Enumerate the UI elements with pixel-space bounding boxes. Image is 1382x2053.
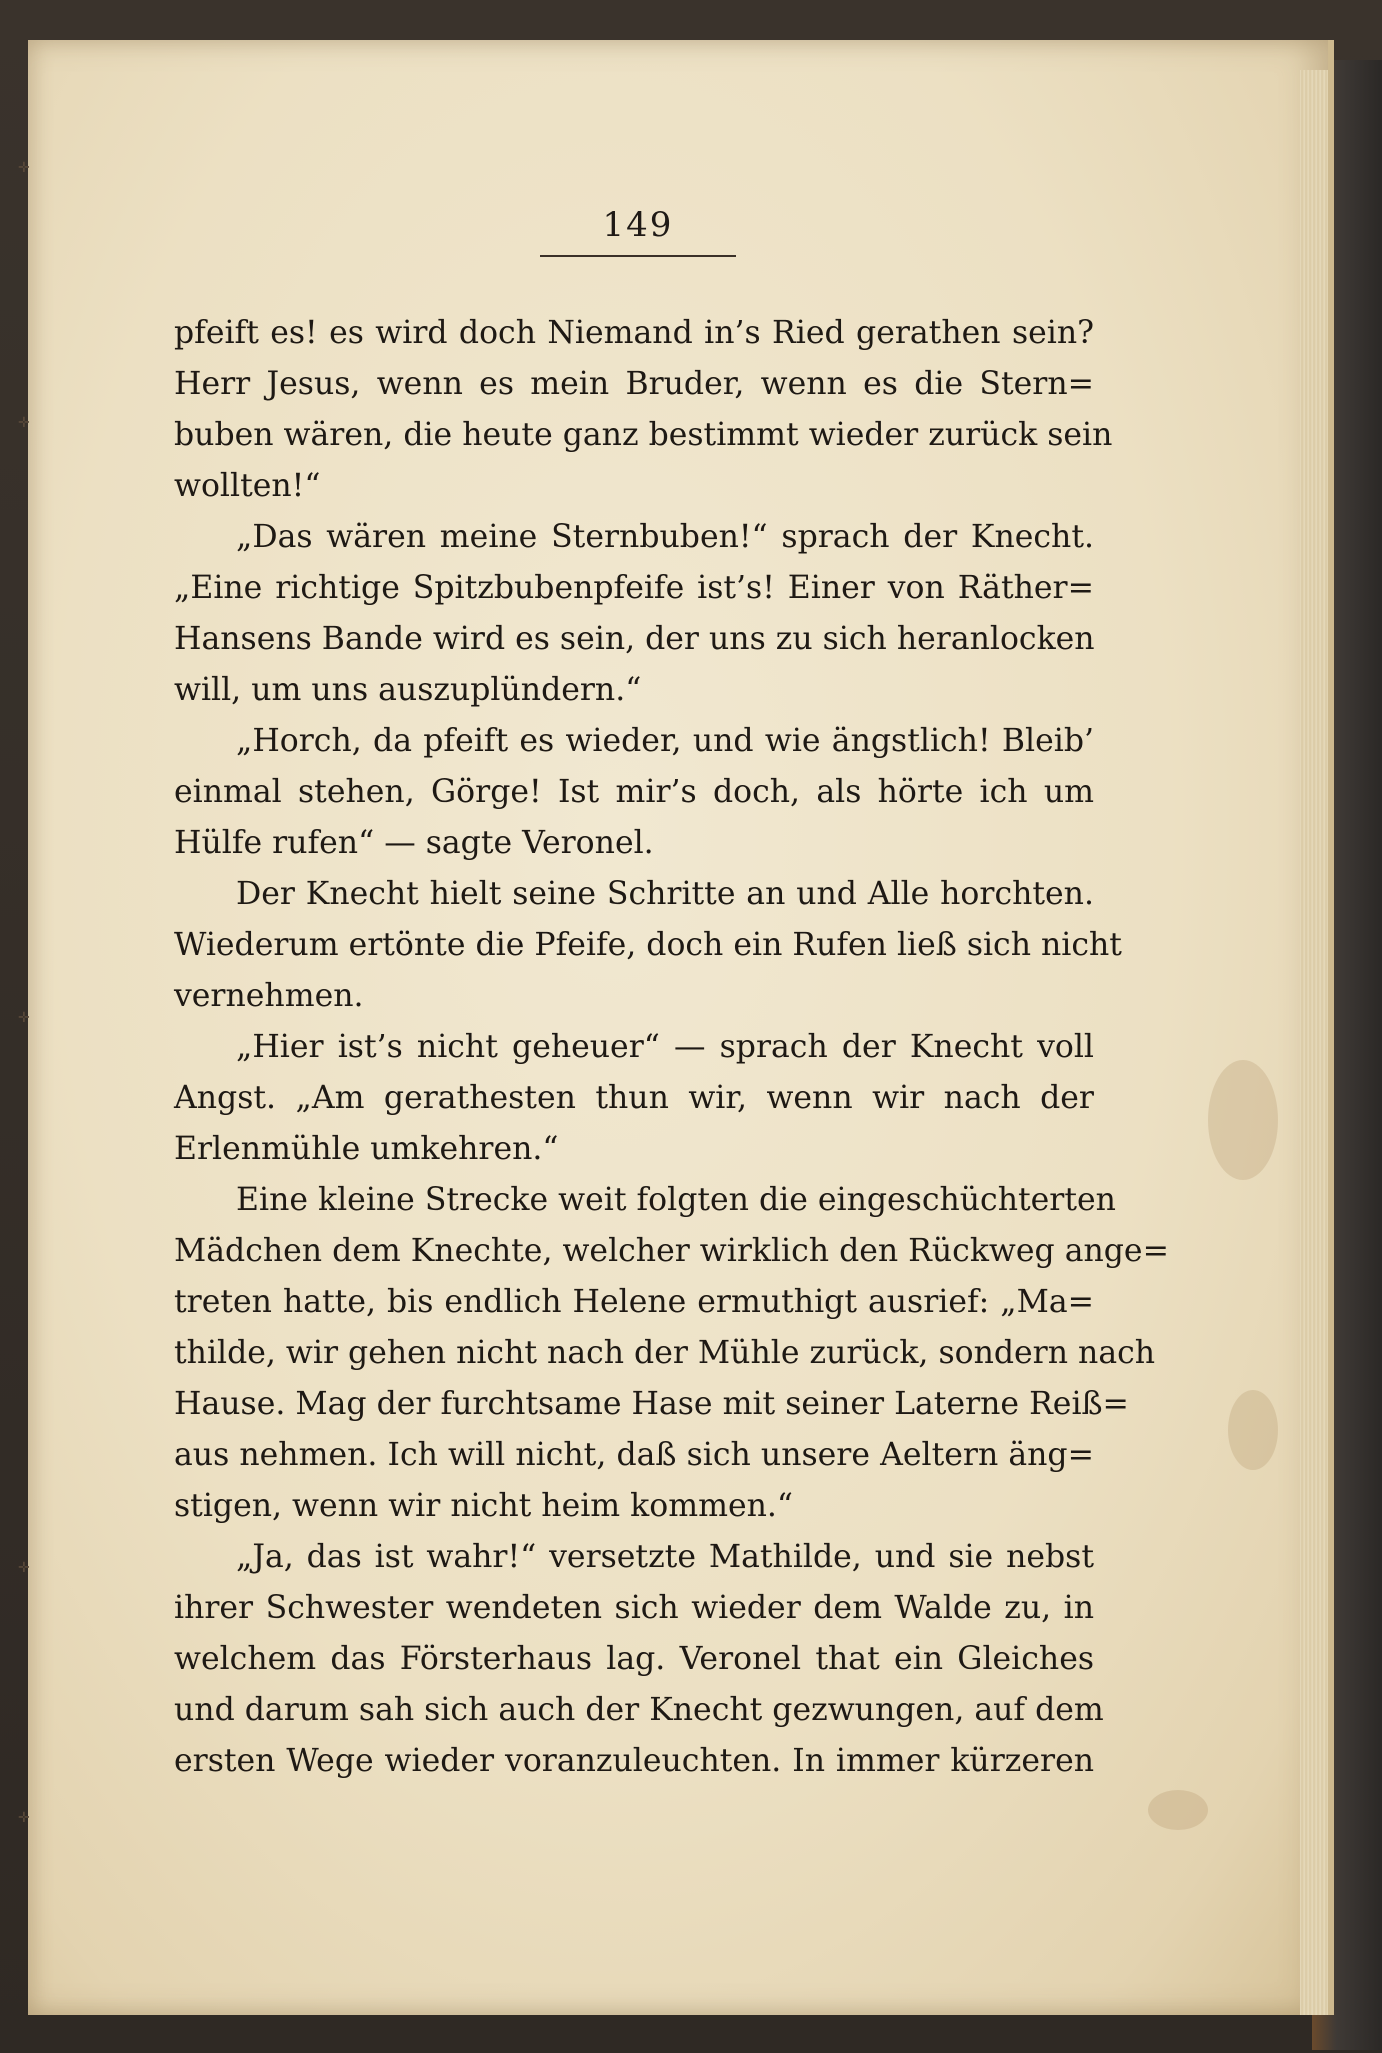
foxing-stain bbox=[1208, 1060, 1278, 1180]
stitch-mark: ✛ bbox=[18, 160, 30, 176]
text-line: stigen, wenn wir nicht heim kommen.“ bbox=[174, 1488, 794, 1524]
stitch-mark: ✛ bbox=[18, 1560, 30, 1576]
text-line: Mädchen dem Knechte, welcher wirklich den Rückweg ange= bbox=[174, 1233, 1169, 1269]
page-number: 149 bbox=[602, 205, 674, 245]
foxing-stain bbox=[1148, 1790, 1208, 1830]
text-line: treten hatte, bis endlich Helene ermuthigt ausrief: „Ma= bbox=[174, 1284, 1094, 1320]
text-line: will, um uns auszuplündern.“ bbox=[174, 672, 642, 708]
text-line: Hause. Mag der furchtsame Hase mit seiner Laterne Reiß= bbox=[174, 1386, 1129, 1422]
text-line: „Hier ist’s nicht geheuer“ — sprach der Knecht voll bbox=[236, 1029, 1094, 1065]
text-line: Der Knecht hielt seine Schritte an und Alle horchten. bbox=[236, 876, 1094, 912]
page-edges bbox=[1300, 70, 1328, 2015]
stitch-mark: ✛ bbox=[18, 415, 30, 431]
stitch-mark: ✛ bbox=[18, 1810, 30, 1826]
body-text bbox=[174, 308, 1169, 1787]
text-line: welchem das Försterhaus lag. Veronel that ein Gleiches bbox=[174, 1641, 1094, 1677]
text-line: „Horch, da pfeift es wieder, und wie ängstlich! Bleib’ bbox=[236, 723, 1094, 759]
text-line: ersten Wege wieder voranzuleuchten. In immer kürzeren bbox=[174, 1743, 1094, 1779]
text-line: aus nehmen. Ich will nicht, daß sich unsere Aeltern äng= bbox=[174, 1437, 1094, 1473]
text-line: Wiederum ertönte die Pfeife, doch ein Rufen ließ sich nicht bbox=[174, 927, 1122, 963]
text-line: „Eine richtige Spitzbubenpfeife ist’s! Einer von Räther= bbox=[174, 570, 1094, 606]
page-header bbox=[540, 205, 736, 257]
text-line: pfeift es! es wird doch Niemand in’s Ried gerathen sein? bbox=[174, 315, 1094, 351]
stitch-mark: ✛ bbox=[18, 1010, 30, 1026]
text-line: buben wären, die heute ganz bestimmt wieder zurück sein bbox=[174, 417, 1113, 453]
text-line: thilde, wir gehen nicht nach der Mühle zurück, sondern nach bbox=[174, 1335, 1156, 1371]
text-line: und darum sah sich auch der Knecht gezwungen, auf dem bbox=[174, 1692, 1104, 1728]
foxing-stain bbox=[1228, 1390, 1278, 1470]
text-line: Erlenmühle umkehren.“ bbox=[174, 1131, 559, 1167]
text-line: ihrer Schwester wendeten sich wieder dem Walde zu, in bbox=[174, 1590, 1094, 1626]
header-rule bbox=[540, 255, 736, 257]
text-line: Herr Jesus, wenn es mein Bruder, wenn es die Stern= bbox=[174, 366, 1094, 402]
text-line: „Das wären meine Sternbuben!“ sprach der Knecht. bbox=[236, 519, 1094, 555]
text-line: wollten!“ bbox=[174, 468, 321, 504]
text-line: Eine kleine Strecke weit folgten die eingeschüchterten bbox=[236, 1182, 1116, 1218]
text-line: Angst. „Am gerathesten thun wir, wenn wir nach der bbox=[174, 1080, 1094, 1116]
text-line: vernehmen. bbox=[174, 978, 364, 1014]
text-line: Hansens Bande wird es sein, der uns zu sich heranlocken bbox=[174, 621, 1095, 657]
text-line: Hülfe rufen“ — sagte Veronel. bbox=[174, 825, 654, 861]
binding-stitch-marks bbox=[18, 150, 42, 1850]
text-line: einmal stehen, Görge! Ist mir’s doch, als hörte ich um bbox=[174, 774, 1094, 810]
text-line: „Ja, das ist wahr!“ versetzte Mathilde, und sie nebst bbox=[236, 1539, 1094, 1575]
